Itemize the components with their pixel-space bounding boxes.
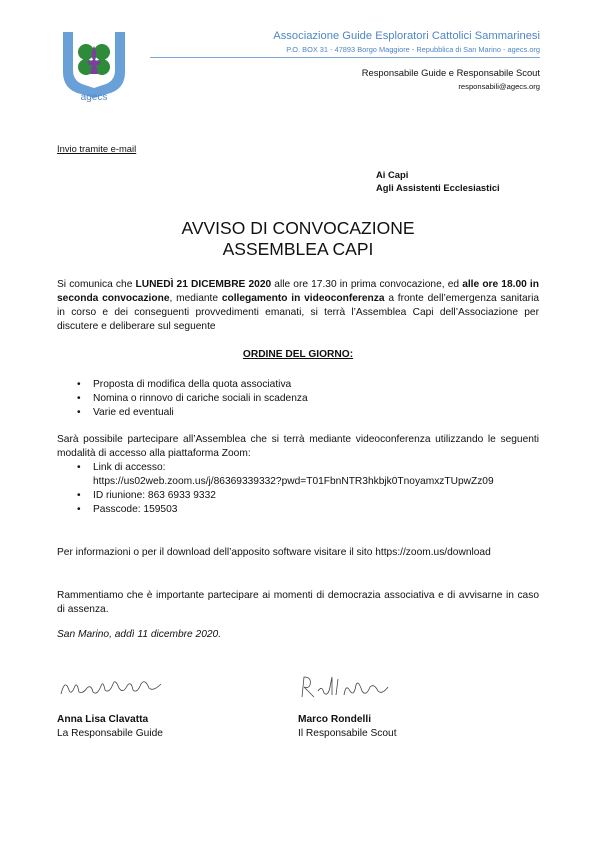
list-item: • Varie ed eventuali [57, 406, 539, 420]
zoom-details-list [57, 461, 539, 517]
agecs-logo [57, 28, 131, 102]
text-run: Si comunica che [57, 279, 136, 290]
list-item [57, 461, 539, 489]
signature-image [298, 673, 398, 701]
sender-email[interactable]: responsabili@agecs.org [458, 82, 540, 91]
place-date: San Marino, addì 11 dicembre 2020. [57, 629, 222, 640]
list-item: • Passcode: 159503 [57, 503, 539, 517]
recipient-line: Ai Capi [376, 169, 409, 180]
list-item: • Nomina o rinnovo di cariche sociali in scadenza [57, 392, 539, 406]
text-run: a fronte dell’emergenza sanitaria in corso e dei conseguenti provvedimenti emanati, si terrà l’Assemblea Capi dell’Associazione per discutere e deliberare sul seguente [57, 293, 540, 332]
list-item: • ID riunione: 863 6933 9332 [57, 489, 539, 503]
signatory-role: La Responsabile Guide [57, 728, 163, 739]
recipient-line: Agli Assistenti Ecclesiastici [376, 182, 500, 193]
text-run: , mediante [169, 293, 222, 304]
signatory-name: Marco Rondelli [298, 714, 372, 725]
agenda-list [57, 378, 539, 420]
list-item: • Proposta di modifica della quota associativa [57, 378, 539, 392]
title-line: AVVISO DI CONVOCAZIONE [181, 218, 415, 238]
meeting-mode: collegamento in videoconferenza [221, 293, 385, 304]
text-run: alle ore 17.30 in prima convocazione, ed [271, 279, 463, 290]
reminder-paragraph: Rammentiamo che è importante partecipare ai momenti di democrazia associativa e di avvisarne in caso di assenza. [57, 590, 539, 615]
logo-wordmark: agecs [80, 92, 108, 102]
link-label: • Link di accesso: [93, 462, 166, 473]
organization-name: Associazione Guide Esploratori Cattolici Sammarinesi [273, 30, 540, 42]
zoom-link[interactable]: https://us02web.zoom.us/j/86369339332?pwd=T01FbnNTR3hkbjk0TnoyamxzTUpwZz09 [93, 476, 494, 487]
sender-role: Responsabile Guide e Responsabile Scout [361, 67, 540, 78]
intro-paragraph [57, 278, 539, 334]
title-line: ASSEMBLEA CAPI [222, 239, 374, 259]
second-call-time: alle ore 18.00 in seconda convocazione [57, 279, 539, 304]
signature-image [57, 672, 167, 702]
delivery-method: Invio tramite e-mail [57, 143, 137, 154]
zoom-intro-paragraph: Sarà possibile partecipare all’Assemblea che si terrà mediante videoconferenza utilizzando le seguenti modalità di accesso alla piattaforma Zoom: [57, 434, 539, 459]
agenda-title: ORDINE DEL GIORNO: [242, 349, 354, 360]
signatory-name: Anna Lisa Clavatta [57, 714, 149, 725]
organization-address: P.O. BOX 31 - 47893 Borgo Maggiore - Repubblica di San Marino - agecs.org [286, 45, 540, 54]
header-divider [150, 57, 540, 58]
document-title [57, 218, 539, 260]
signatory-role: Il Responsabile Scout [298, 728, 397, 739]
info-paragraph: Per informazioni o per il download dell’apposito software visitare il sito https://zoom.us/download [57, 547, 491, 558]
meeting-date: LUNEDÌ 21 DICEMBRE 2020 [135, 279, 272, 290]
